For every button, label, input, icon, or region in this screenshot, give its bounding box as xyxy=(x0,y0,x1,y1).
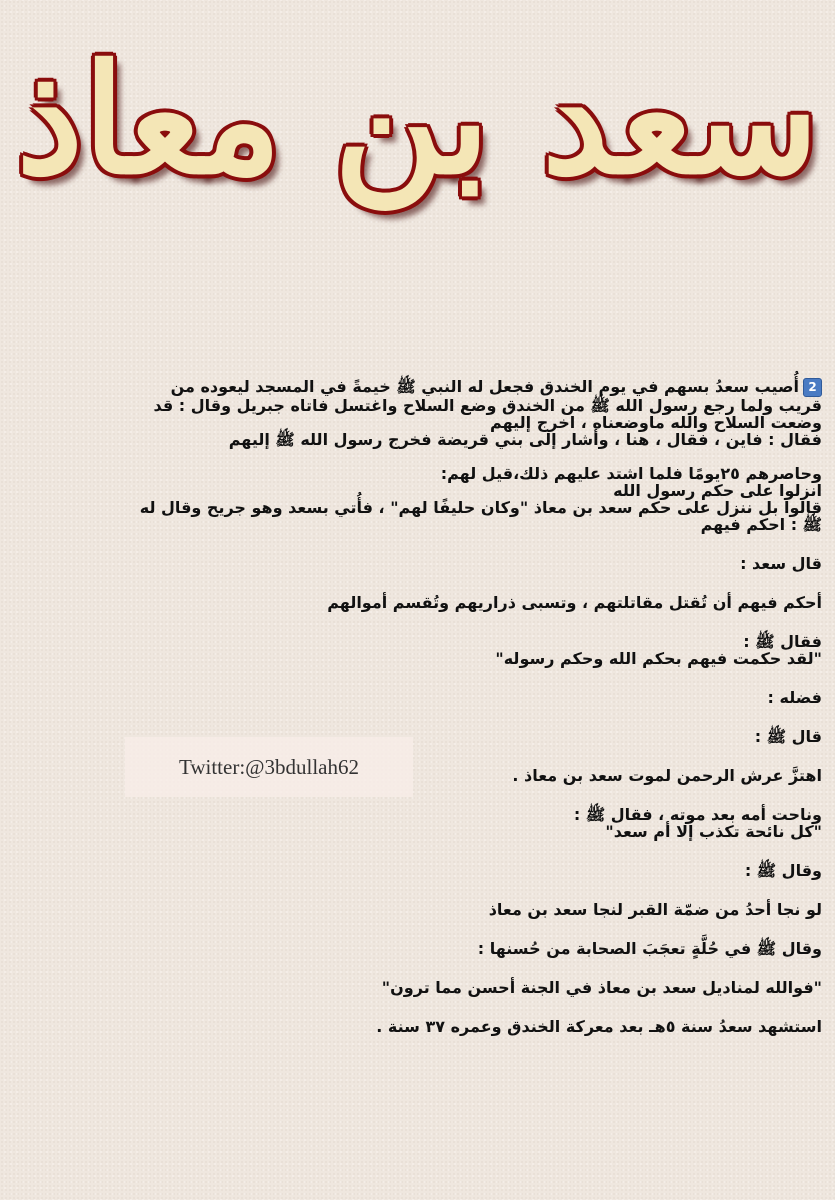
twitter-watermark: Twitter:@3bdullah62 xyxy=(125,737,413,797)
title-banner xyxy=(0,0,835,270)
article-body xyxy=(22,378,822,1035)
paragraph-2-line-4: ﷺ : احكم فيهم xyxy=(700,515,822,534)
paragraph-9-line-2: "كل نائحة تكذب إلا أم سعد" xyxy=(605,822,822,841)
paragraph-5-line-1: فقال ﷺ : xyxy=(743,632,822,651)
paragraph-1-line-1: 2أُصيب سعدُ بسهم في يوم الخندق فجعل له النبي ﷺ خيمةً في المسجد ليعوده من xyxy=(22,378,822,397)
paragraph-2-line-3: قالوا بل ننزل على حكم سعد بن معاذ "وكان حليفًا لهم" ، فأُتي بسعد وهو جريح وقال له xyxy=(139,498,822,517)
paragraph-7: قال ﷺ : xyxy=(754,727,822,746)
paragraph-3: قال سعد : xyxy=(740,554,822,573)
paragraph-2-line-2: انزلوا على حكم رسول الله xyxy=(613,481,822,500)
paragraph-9-line-1: وناحت أمه بعد موته ، فقال ﷺ : xyxy=(573,805,822,824)
paragraph-13: "فوالله لمناديل سعد بن معاذ في الجنة أحسن مما ترون" xyxy=(381,978,822,997)
paragraph-1-line-2: قريب ولما رجع رسول الله ﷺ من الخندق وضع السلاح واغتسل فاتاه جبريل وقال : قد xyxy=(153,396,822,415)
paragraph-4: أحكم فيهم أن تُقتل مقاتلتهم ، وتسبى ذراريهم وتُقسم أموالهم xyxy=(327,593,822,612)
page-title: سعد بن معاذ xyxy=(16,32,819,208)
paragraph-10: وقال ﷺ : xyxy=(744,861,822,880)
paragraph-14: استشهد سعدُ سنة ٥هـ بعد معركة الخندق وعمره ٣٧ سنة . xyxy=(376,1017,822,1036)
paragraph-6: فضله : xyxy=(767,688,822,707)
paragraph-5-line-2: "لقد حكمت فيهم بحكم الله وحكم رسوله" xyxy=(495,649,822,668)
paragraph-1-line-4: فقال : فاين ، فقال ، هنا ، وأشار إلى بني قريضة فخرج رسول الله ﷺ إليهم xyxy=(228,430,822,449)
paragraph-2-line-1: وحاصرهم ٢٥يومًا فلما اشتد عليهم ذلك،قيل لهم: xyxy=(440,464,822,483)
paragraph-8: اهتزَّ عرش الرحمن لموت سعد بن معاذ . xyxy=(512,766,822,785)
paragraph-1-line-3: وضعت السلاح والله ماوضعناه ، اخرج إليهم xyxy=(490,413,822,432)
paragraph-12: وقال ﷺ في حُلَّةٍ تعجَبَ الصحابة من حُسنها : xyxy=(477,939,822,958)
number-badge: 2 xyxy=(803,378,822,397)
paragraph-11: لو نجا أحدُ من ضمّة القبر لنجا سعد بن معاذ xyxy=(488,900,822,919)
